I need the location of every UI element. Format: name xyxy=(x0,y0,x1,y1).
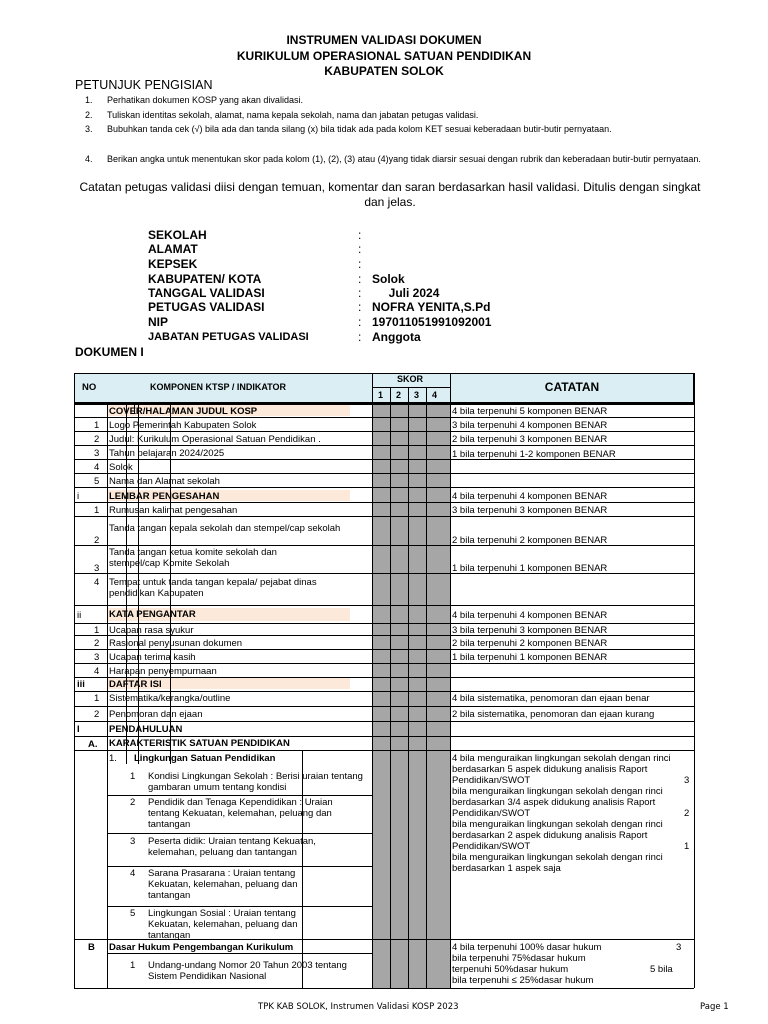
indicator-text: Kondisi Lingkungan Sekolah : Berisi uraian tentang gambaran umum tentang kondisi xyxy=(148,771,363,793)
header-skor: SKOR xyxy=(396,374,423,384)
form-colon: : xyxy=(358,272,362,286)
roman-number: I xyxy=(77,724,80,735)
rubric-note: Pendidikan/SWOT xyxy=(452,841,531,852)
page-number: Page 1 xyxy=(700,1002,729,1012)
form-colon: : xyxy=(358,330,362,344)
indicator-text: Harapan penyempurnaan xyxy=(109,666,217,677)
rubric-note: 1 bila terpenuhi 1 komponen BENAR xyxy=(452,652,608,663)
rubric-score: 1 xyxy=(684,841,690,852)
instruction-text: Tuliskan identitas sekolah, alamat, nama kepala sekolah, nama dan jabatan petugas validasi. xyxy=(107,110,479,120)
form-label: KABUPATEN/ KOTA xyxy=(148,272,262,286)
row-number: 5 xyxy=(130,908,136,919)
instruction-number: 4. xyxy=(85,154,93,164)
indicator-text: Ucapan terima kasih xyxy=(109,652,196,663)
row-number: 2 xyxy=(130,797,136,808)
doc-title-line-3: KABUPATEN SOLOK xyxy=(324,64,444,78)
indicator-text: Sarana Prasarana : Uraian tentang Kekuatan, kelemahan, peluang dan tantangan xyxy=(148,868,298,901)
petunjuk-heading: PETUNJUK PENGISIAN xyxy=(75,78,213,92)
form-label: NIP xyxy=(148,315,169,329)
row-number: 2 xyxy=(94,638,100,649)
row-number: 3 xyxy=(94,652,100,663)
form-value[interactable]: Juli 2024 xyxy=(372,286,440,300)
validation-note: Catatan petugas validasi diisi dengan temuan, komentar dan saran berdasarkan hasil validasi. Ditulis dengan singkat dan jelas. xyxy=(79,180,701,209)
rubric-score: 3 xyxy=(676,942,682,953)
indicator-text: Tanda tangan kepala sekolah dan stempel/cap sekolah xyxy=(109,523,341,534)
roman-number: ii xyxy=(77,610,82,621)
indicator-text: Logo Pemerintah Kabupaten Solok xyxy=(109,420,257,431)
rubric-note: 3 bila terpenuhi 3 komponen BENAR xyxy=(452,625,608,636)
form-colon: : xyxy=(358,228,362,242)
row-number: 3 xyxy=(130,836,136,847)
instruction-text: Berikan angka untuk menentukan skor pada kolom (1), (2), (3) atau (4)yang tidak diarsir sesuai dengan rubrik dan keberadaan butir-butir pernyataan. xyxy=(107,154,701,164)
indicator-text: Sistematika/kerangka/outline xyxy=(109,693,231,704)
indicator-text: Ucapan rasa syukur xyxy=(109,625,194,636)
row-number: 5 xyxy=(94,476,100,487)
skor-col-3: 3 xyxy=(414,390,420,400)
page-footer: TPK KAB SOLOK, Instrumen Validasi KOSP 2023 xyxy=(258,1002,459,1012)
form-label: SEKOLAH xyxy=(148,228,207,242)
section-title-cover: COVER/HALAMAN JUDUL KOSP xyxy=(109,406,258,417)
letter-marker: A. xyxy=(88,739,98,750)
rubric-score: 2 xyxy=(684,808,690,819)
rubric-note: 3 bila terpenuhi 4 komponen BENAR xyxy=(452,420,608,431)
subsection-title: Lingkungan Satuan Pendidikan xyxy=(134,753,276,764)
indicator-text: Penomoran dan ejaan xyxy=(109,709,203,720)
rubric-note: berdasarkan 3/4 aspek didukung analisis Raport xyxy=(452,797,656,808)
instruction-text: Bubuhkan tanda cek (√) bila ada dan tanda silang (x) bila tidak ada pada kolom KET sesuai keberadaan butir-butir pernyataan. xyxy=(107,124,612,134)
indicator-text: Tempat untuk tanda tangan kepala/ pejabat dinas pendidikan Kabupaten xyxy=(109,577,317,599)
rubric-note: bila terpenuhi ≤ 25%dasar hukum xyxy=(452,975,594,986)
form-colon: : xyxy=(358,300,362,314)
validation-table xyxy=(74,373,694,988)
header-komponen: KOMPONEN KTSP / INDIKATOR xyxy=(150,382,287,392)
row-number: 1 xyxy=(94,693,100,704)
instruction-number: 2. xyxy=(85,110,93,120)
form-label: TANGGAL VALIDASI xyxy=(148,286,265,300)
rubric-note: 3 bila terpenuhi 3 komponen BENAR xyxy=(452,505,608,516)
row-number: 3 xyxy=(94,563,100,574)
skor-col-4: 4 xyxy=(432,390,438,400)
indicator-text: Rumusan kalimat pengesahan xyxy=(109,505,238,516)
rubric-note: Pendidikan/SWOT xyxy=(452,775,531,786)
rubric-score: 3 xyxy=(684,775,690,786)
section-title-daftar: DAFTAR ISI xyxy=(109,679,162,690)
rubric-note: 4 bila terpenuhi 5 komponen BENAR xyxy=(452,406,608,417)
rubric-note: 1 bila terpenuhi 1 komponen BENAR xyxy=(452,563,608,574)
rubric-note: 4 bila sistematika, penomoran dan ejaan benar xyxy=(452,693,650,704)
form-value[interactable]: Solok xyxy=(372,272,405,286)
form-colon: : xyxy=(358,257,362,271)
section-title-pendahuluan: PENDAHULUAN xyxy=(109,724,183,735)
doc-title-line-2: KURIKULUM OPERASIONAL SATUAN PENDIDIKAN xyxy=(236,49,532,63)
section-title-dasar: Dasar Hukum Pengembangan Kurikulum xyxy=(109,942,294,953)
row-number: 1 xyxy=(94,505,100,516)
indicator-text: Solok xyxy=(109,462,133,473)
skor-col-1: 1 xyxy=(378,390,384,400)
row-number: 1 xyxy=(94,420,100,431)
form-colon: : xyxy=(358,315,362,329)
instruction-number: 1. xyxy=(85,95,93,105)
row-number: 4 xyxy=(94,666,100,677)
section-title-kata: KATA PENGANTAR xyxy=(109,609,196,620)
indicator-text: Undang-undang Nomor 20 Tahun 2003 tentang Sistem Pendidikan Nasional xyxy=(148,960,347,982)
form-label: JABATAN PETUGAS VALIDASI xyxy=(148,331,309,343)
rubric-note: 2 bila terpenuhi 2 komponen BENAR xyxy=(452,535,608,546)
skor-col-2: 2 xyxy=(396,390,402,400)
roman-number: i xyxy=(77,491,80,502)
rubric-note: 4 bila menguraikan lingkungan sekolah dengan rinci xyxy=(452,753,671,764)
rubric-note: bila terpenuhi 75%dasar hukum xyxy=(452,953,586,964)
row-number: 1 xyxy=(130,960,136,971)
doc-title-line-1: INSTRUMEN VALIDASI DOKUMEN xyxy=(286,33,482,47)
rubric-note: 2 bila terpenuhi 3 komponen BENAR xyxy=(452,434,608,445)
rubric-note: 4 bila terpenuhi 4 komponen BENAR xyxy=(452,610,608,621)
indicator-text: Lingkungan Sosial : Uraian tentang Kekuatan, kelemahan, peluang dan tantangan xyxy=(148,908,298,941)
row-number: 1. xyxy=(109,753,117,764)
rubric-note: bila menguraikan lingkungan sekolah dengan rinci xyxy=(452,819,663,830)
form-value[interactable]: NOFRA YENITA,S.Pd xyxy=(372,300,491,314)
row-number: 2 xyxy=(94,434,100,445)
indicator-text: Tahun pelajaran 2024/2025 xyxy=(109,448,225,459)
rubric-note: terpenuhi 50%dasar hukum xyxy=(452,964,569,975)
rubric-note: 4 bila terpenuhi 4 komponen BENAR xyxy=(452,491,608,502)
form-value[interactable]: Anggota xyxy=(372,330,421,344)
instruction-number: 3. xyxy=(85,124,93,134)
row-number: 1 xyxy=(130,771,136,782)
rubric-note: bila menguraikan lingkungan sekolah dengan rinci xyxy=(452,852,663,863)
letter-marker: B xyxy=(88,942,95,953)
form-label: PETUGAS VALIDASI xyxy=(148,300,265,314)
rubric-note: 2 bila sistematika, penomoran dan ejaan kurang xyxy=(452,709,655,720)
rubric-note: Pendidikan/SWOT xyxy=(452,808,531,819)
rubric-score: 5 bila xyxy=(650,964,673,975)
header-no: NO xyxy=(82,382,97,393)
indicator-text: Tanda tangan ketua komite sekolah dan stempel/cap Komite Sekolah xyxy=(109,547,277,569)
roman-number: iii xyxy=(77,679,85,690)
row-number: 4 xyxy=(130,868,136,879)
form-label: ALAMAT xyxy=(148,242,198,256)
section-title-karakteristik: KARAKTERISTIK SATUAN PENDIDIKAN xyxy=(109,738,290,749)
indicator-text: Judul: Kurikulum Operasional Satuan Pendidikan . xyxy=(109,434,321,445)
row-number: 4 xyxy=(94,462,100,473)
indicator-text: Rasional penyusunan dokumen xyxy=(109,638,243,649)
indicator-text: Pendidik dan Tenaga Kependidikan : Uraian tentang Kekuatan, kelemahan, peluang dan tantangan xyxy=(148,797,333,830)
indicator-text: Nama dan Alamat sekolah xyxy=(109,476,220,487)
form-label: KEPSEK xyxy=(148,257,198,271)
section-title-lembar: LEMBAR PENGESAHAN xyxy=(109,491,220,502)
form-colon: : xyxy=(358,242,362,256)
row-number: 2 xyxy=(94,535,100,546)
rubric-note: berdasarkan 2 aspek didukung analisis Raport xyxy=(452,830,648,841)
form-value[interactable]: 197011051991092001 xyxy=(372,315,492,329)
dokumen-label: DOKUMEN I xyxy=(75,345,144,359)
rubric-note: bila menguraikan lingkungan sekolah dengan rinci xyxy=(452,786,663,797)
instruction-text: Perhatikan dokumen KOSP yang akan divalidasi. xyxy=(107,95,303,105)
rubric-note: berdasarkan 5 aspek didukung analisis Raport xyxy=(452,764,648,775)
form-colon: : xyxy=(358,286,362,300)
row-number: 3 xyxy=(94,448,100,459)
indicator-text: Peserta didik: Uraian tentang Kekuatan, kelemahan, peluang dan tantangan xyxy=(148,836,316,858)
rubric-note: berdasarkan 1 aspek saja xyxy=(452,863,561,874)
header-catatan: CATATAN xyxy=(544,380,600,394)
rubric-note: 1 bila terpenuhi 1-2 komponen BENAR xyxy=(452,449,616,460)
score-shaded-area xyxy=(372,404,450,988)
row-number: 2 xyxy=(94,709,100,720)
rubric-note: 2 bila terpenuhi 2 komponen BENAR xyxy=(452,638,608,649)
row-number: 1 xyxy=(94,625,100,636)
row-number: 4 xyxy=(94,577,100,588)
rubric-note: 4 bila terpenuhi 100% dasar hukum xyxy=(452,942,602,953)
